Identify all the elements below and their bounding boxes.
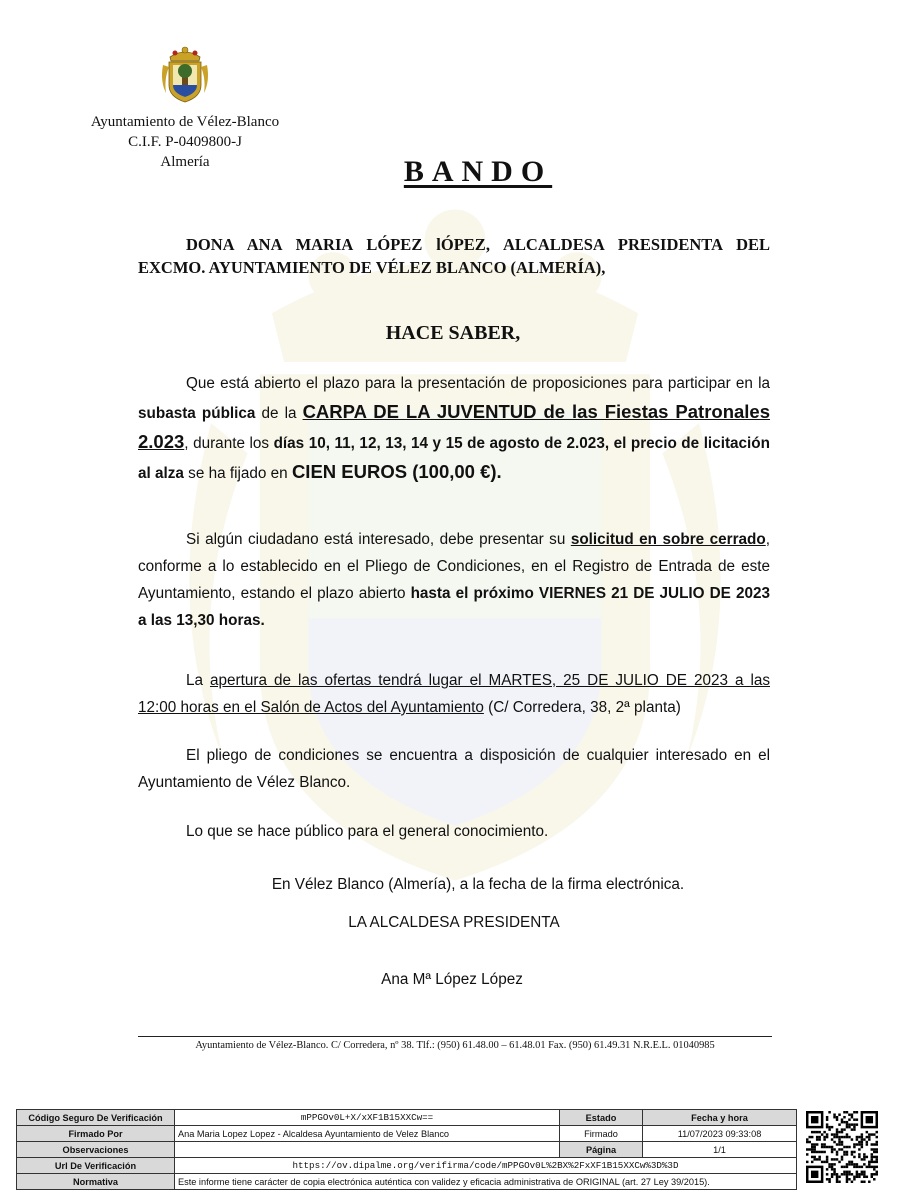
footer-address: Ayuntamiento de Vélez-Blanco. C/ Corredera, nº 38. Tlf.: (950) 61.48.00 – 61.48.01 Fax. (950) 61.49.31 N.R.E.L. 01040985	[195, 1040, 715, 1051]
p1-bold-dias: días 10, 11, 12, 13, 14 y 15 de agosto de 2.023, el precio de licitación al alza	[138, 435, 770, 482]
p2-bold-plazo: hasta el próximo VIERNES 21 DE JULIO DE 2023 a las 13,30 horas.	[138, 585, 770, 629]
document-title: BANDO	[403, 155, 553, 188]
org-name: Ayuntamiento de Vélez-Blanco	[90, 114, 280, 130]
footer-divider	[138, 1036, 772, 1037]
paragraph-subasta	[138, 370, 770, 488]
table-row	[17, 1110, 797, 1126]
normativa-value: Este informe tiene carácter de copia electrónica auténtica con validez y eficacia administrativa de ORIGINAL (art. 27 Ley 39/2015).	[175, 1174, 797, 1190]
p2-text-2: , conforme a lo establecido en el Pliego de Condiciones, en el Registro de Entrada de este Ayuntamiento, estando el plazo abierto	[138, 531, 770, 602]
signer-role: LA ALCALDESA PRESIDENTA	[348, 914, 560, 931]
p2-text-1: Si algún ciudadano está interesado, debe presentar su	[186, 531, 571, 548]
p3-text-1: La	[186, 672, 210, 689]
p1-bold-carpa: CARPA DE LA JUVENTUD de las Fiestas Patronales 2.023	[138, 401, 771, 452]
org-cif: C.I.F. P-0409800-J	[128, 134, 242, 150]
estado-label: Estado	[560, 1110, 643, 1126]
paragraph-pliego: El pliego de condiciones se encuentra a disposición de cualquier interesado en el Ayuntamiento de Vélez Blanco.	[138, 747, 770, 791]
code-label: Código Seguro De Verificación	[17, 1110, 175, 1126]
firmado-label: Firmado Por	[17, 1126, 175, 1142]
p1-text-3: , durante los	[184, 435, 274, 452]
url-value[interactable]: https://ov.dipalme.org/verifirma/code/mPPGOv0L%2BX%2FxXF1B15XXCw%3D%3D	[175, 1158, 797, 1174]
qr-code-icon	[806, 1111, 878, 1183]
url-label: Url De Verificación	[17, 1158, 175, 1174]
normativa-label: Normativa	[17, 1174, 175, 1190]
fecha-label: Fecha y hora	[643, 1110, 797, 1126]
firmado-value: Ana Maria Lopez Lopez - Alcaldesa Ayuntamiento de Velez Blanco	[175, 1126, 560, 1142]
p1-bold-subasta: subasta pública	[138, 405, 256, 422]
intro-paragraph: DONA ANA MARIA LÓPEZ lÓPEZ, ALCALDESA PRESIDENTA DEL EXCMO. AYUNTAMIENTO DE VÉLEZ BLANCO (ALMERÍA),	[138, 235, 770, 277]
paragraph-apertura	[138, 667, 770, 721]
table-row	[17, 1142, 797, 1158]
p1-text-1: Que está abierto el plazo para la presentación de proposiciones para participar en la	[186, 375, 770, 392]
p1-bold-precio: CIEN EUROS (100,00 €).	[291, 461, 502, 482]
paragraph-solicitud	[138, 526, 770, 634]
verification-table	[16, 1109, 797, 1190]
pagina-value: 1/1	[643, 1142, 797, 1158]
p1-text-2: de la	[255, 405, 303, 422]
estado-value: Firmado	[560, 1126, 643, 1142]
hace-saber-heading: HACE SABER,	[385, 322, 521, 344]
place-date-line: En Vélez Blanco (Almería), a la fecha de la firma electrónica.	[271, 876, 685, 893]
coat-of-arms-icon	[160, 45, 210, 105]
code-value: mPPGOv0L+X/xXF1B15XXCw==	[175, 1110, 560, 1126]
paragraph-publico: Lo que se hace público para el general conocimiento.	[186, 823, 549, 840]
signer-name: Ana Mª López López	[381, 971, 523, 988]
p2-bold-sobre: solicitud en sobre cerrado	[570, 531, 766, 548]
observaciones-value	[175, 1142, 560, 1158]
table-row	[17, 1126, 797, 1142]
table-row	[17, 1158, 797, 1174]
org-province: Almería	[160, 154, 210, 170]
pagina-label: Página	[560, 1142, 643, 1158]
fecha-value: 11/07/2023 09:33:08	[643, 1126, 797, 1142]
observaciones-label: Observaciones	[17, 1142, 175, 1158]
p3-underlined: apertura de las ofertas tendrá lugar el MARTES, 25 DE JULIO DE 2023 a las 12:00 horas en el Salón de Actos del Ayuntamiento	[138, 672, 770, 716]
table-row	[17, 1174, 797, 1190]
p1-text-4: se ha fijado en	[183, 465, 292, 482]
p3-text-2: (C/ Corredera, 38, 2ª planta)	[483, 699, 681, 716]
